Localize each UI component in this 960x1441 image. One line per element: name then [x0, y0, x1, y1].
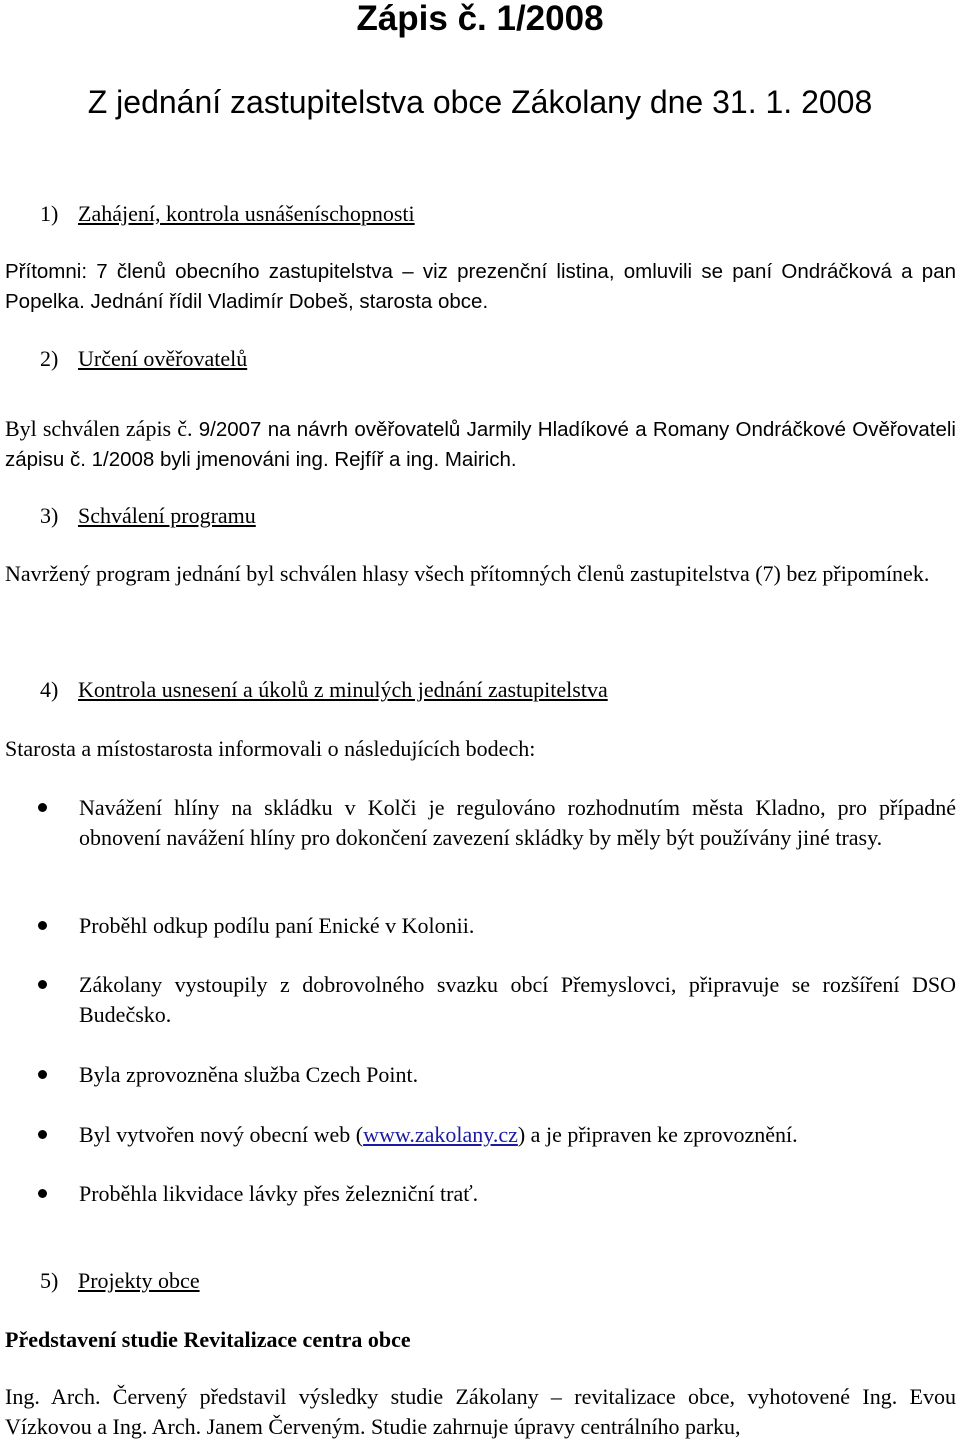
section-3-body: Navržený program jednání byl schválen hlasy všech přítomných členů zastupitelstva (7) bez připomínek.: [5, 561, 930, 586]
list-item: [38, 970, 956, 1029]
list-item-text: Proběhla likvidace lávky přes železniční trať.: [79, 1181, 479, 1206]
section-5-body: Ing. Arch. Červený představil výsledky studie Zákolany – revitalizace obce, vyhotovené Ing. Evou Vízkovou a Ing. Arch. Janem Červeným. Studie zahrnuje úpravy centrálního parku,: [5, 1384, 956, 1439]
section-title: Kontrola usnesení a úkolů z minulých jednání zastupitelstva: [78, 677, 608, 702]
web-bullet-after: ) a je připraven ke zprovoznění.: [517, 1122, 798, 1147]
list-item: [38, 1120, 956, 1150]
bullet-icon: [38, 1179, 79, 1209]
section-number: 2): [40, 346, 59, 371]
section-3-heading: [40, 502, 960, 530]
section-5-heading: [40, 1267, 960, 1295]
section-2-body-part2: 9/2007 na návrh ověřovatelů Jarmily Hladíkové a Romany Ondráčkové Ověřovateli zápisu č. 1/2008 byli jmenováni ing. Rejfíř a ing. Mairich.: [5, 418, 956, 471]
document-subtitle: Z jednání zastupitelstva obce Zákolany dne 31. 1. 2008: [87, 84, 873, 120]
section-4-heading: [40, 676, 960, 704]
list-item-text: [79, 1120, 956, 1150]
section-title: Projekty obce: [78, 1268, 200, 1293]
web-bullet-before: Byl vytvořen nový obecní web (: [79, 1122, 364, 1147]
bullet-icon: [38, 1060, 79, 1090]
section-number: 1): [40, 201, 59, 226]
list-item-text: Zákolany vystoupily z dobrovolného svazku obcí Přemyslovci, připravuje se rozšíření DSO Budečsko.: [79, 972, 956, 1027]
section-5-subheading: Představení studie Revitalizace centra obce: [5, 1327, 411, 1352]
list-item: [38, 1179, 956, 1209]
section-2-body-part1: Byl schválen zápis č.: [5, 416, 193, 441]
section-title: Určení ověřovatelů: [78, 346, 248, 371]
list-item: [38, 793, 956, 852]
bullet-icon: [38, 911, 79, 941]
section-4-intro: Starosta a místostarosta informovali o následujících bodech:: [5, 736, 536, 761]
website-link[interactable]: www.zakolany.cz: [363, 1122, 518, 1147]
section-2-body: [5, 414, 956, 474]
section-number: 5): [40, 1268, 59, 1293]
bullet-icon: [38, 1120, 79, 1150]
section-1-body: Přítomni: 7 členů obecního zastupitelstva – viz prezenční listina, omluvili se paní Ondráčková a pan Popelka. Jednání řídil Vladimír Dobeš, starosta obce.: [5, 260, 956, 313]
document-title: Zápis č. 1/2008: [356, 0, 604, 38]
section-title: Schválení programu: [78, 503, 256, 528]
list-item: [38, 911, 956, 941]
section-2-heading: [40, 345, 960, 373]
list-item: [38, 1060, 956, 1090]
list-item-text: Navážení hlíny na skládku v Kolči je regulováno rozhodnutím města Kladno, pro případné obnovení navážení hlíny pro dokončení zavezení skládky by měly být používány jiné trasy.: [79, 795, 956, 850]
section-number: 3): [40, 503, 59, 528]
section-title: Zahájení, kontrola usnášeníschopnosti: [78, 201, 415, 226]
section-1-heading: [40, 200, 960, 228]
bullet-icon: [38, 970, 79, 1029]
list-item-text: Proběhl odkup podílu paní Enické v Kolonii.: [79, 913, 475, 938]
bullet-icon: [38, 793, 79, 852]
list-item-text: Byla zprovozněna služba Czech Point.: [79, 1062, 419, 1087]
section-number: 4): [40, 677, 59, 702]
